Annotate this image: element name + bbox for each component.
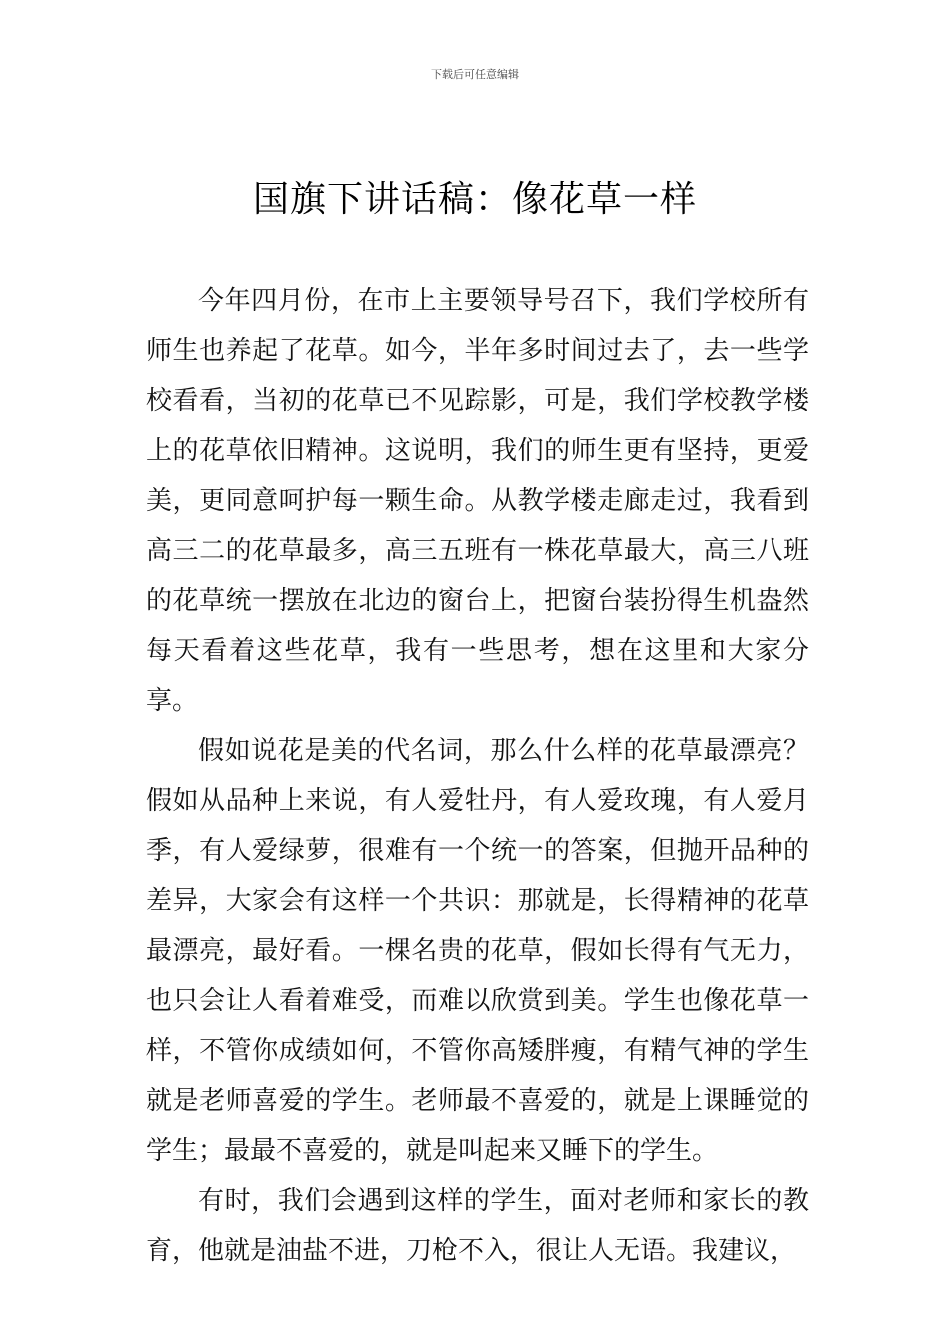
paragraph-1: 今年四月份，在市上主要领导号召下，我们学校所有师生也养起了花草。如今，半年多时间过去了，去一些学校看看，当初的花草已不见踪影，可是，我们学校教学楼上的花草依旧精神。这说明，我们的师生更有坚持，更爱美，更同意呵护每一颗生命。从教学楼走廊走过，我看到高三二的花草最多，高三五班有一株花草最大，高三八班的花草统一摆放在北边的窗台上，把窗台装扮得生机盎然每天看着这些花草，我有一些思考，想在这里和大家分享。	[146, 286, 809, 716]
document-title: 国旗下讲话稿：像花草一样	[252, 179, 697, 220]
paragraph-2: 假如说花是美的代名词，那么什么样的花草最漂亮？假如从品种上来说，有人爱牡丹，有人爱玫瑰，有人爱月季，有人爱绿萝，很难有一个统一的答案，但抛开品种的差异，大家会有这样一个共识：那就是，长得精神的花草最漂亮，最好看。一棵名贵的花草，假如长得有气无力，也只会让人看着难受，而难以欣赏到美。学生也像花草一样，不管你成绩如何，不管你高矮胖瘦，有精气神的学生就是老师喜爱的学生。老师最不喜爱的，就是上课睡觉的学生；最最不喜爱的，就是叫起来又睡下的学生。	[146, 736, 809, 1166]
document-body	[146, 276, 809, 1276]
header-note: 下载后可任意编辑	[431, 68, 519, 81]
paragraph-3: 有时，我们会遇到这样的学生，面对老师和家长的教育，他就是油盐不进，刀枪不入，很让人无语。我建议，	[146, 1186, 809, 1266]
